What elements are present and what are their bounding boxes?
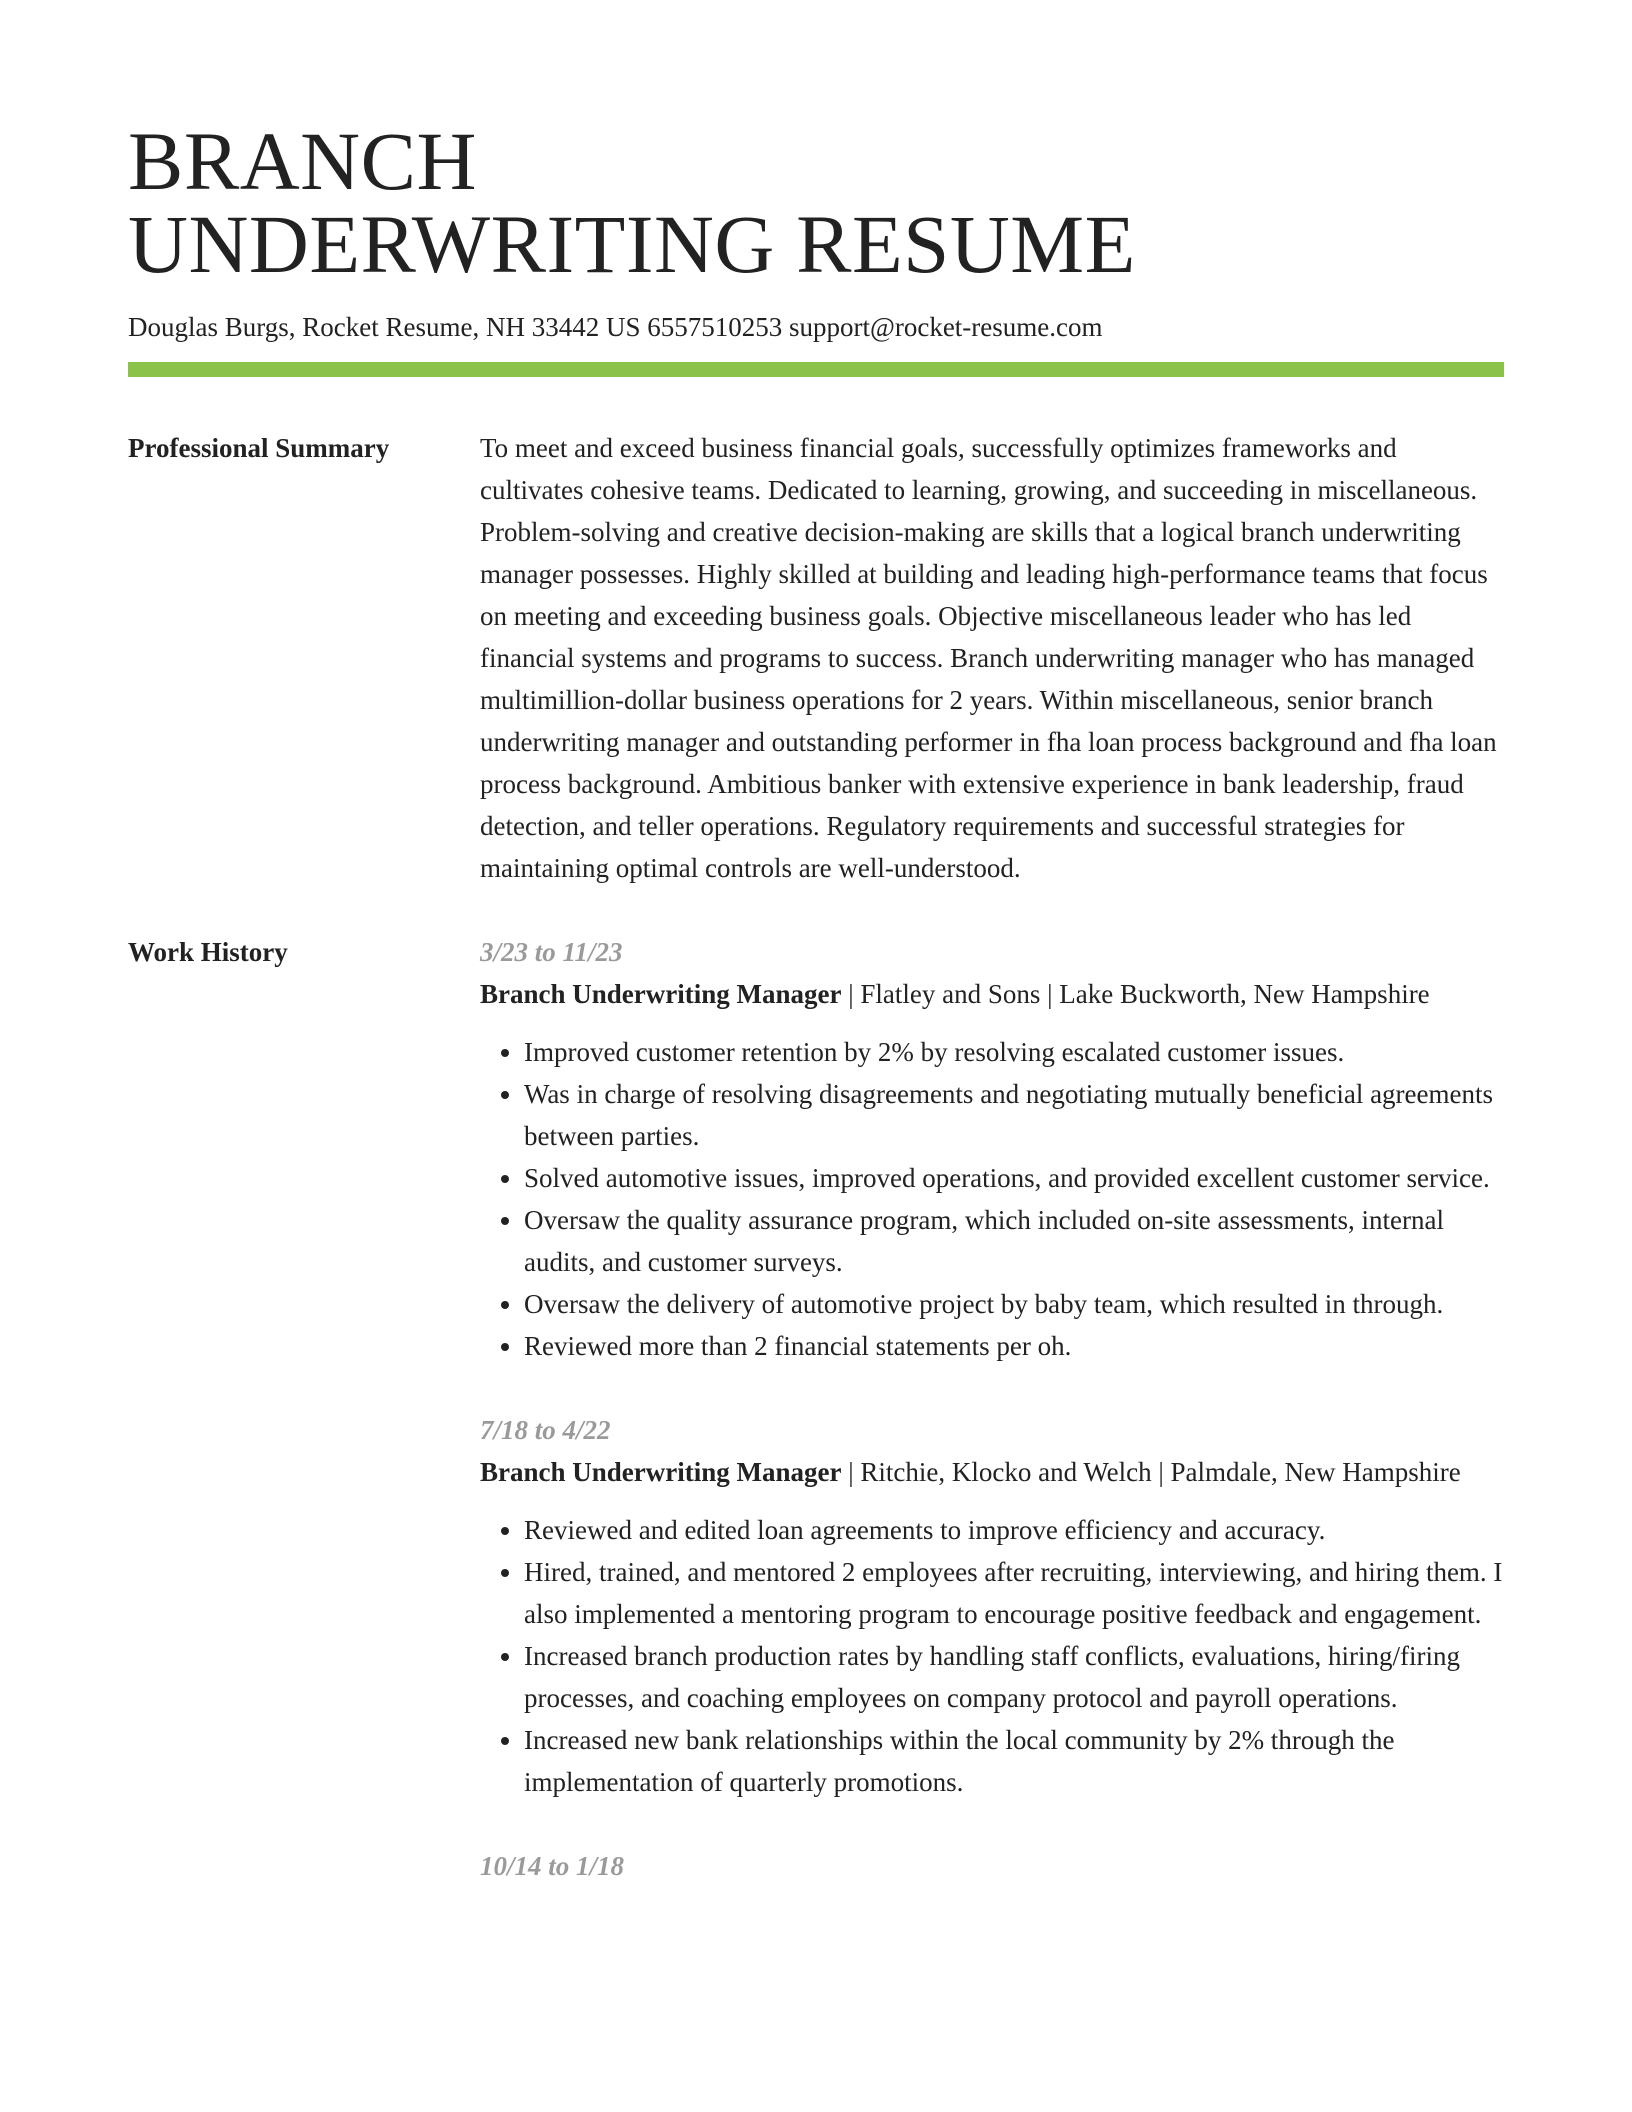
job-bullets — [480, 1031, 1504, 1367]
job-bullet: • Improved customer retention by 2% by resolving escalated customer issues. — [524, 1031, 1504, 1073]
job-entry — [480, 931, 1504, 1367]
job-bullet: • Solved automotive issues, improved operations, and provided excellent customer service. — [524, 1157, 1504, 1199]
job-bullets — [480, 1509, 1504, 1803]
job-title: Branch Underwriting Manager — [480, 1457, 842, 1487]
job-bullet: • Oversaw the quality assurance program, which included on-site assessments, internal audits, and customer surveys. — [524, 1199, 1504, 1283]
job-bullet: • Oversaw the delivery of automotive project by baby team, which resulted in through. — [524, 1283, 1504, 1325]
resume-title — [128, 115, 1504, 290]
job-details: | Flatley and Sons | Lake Buckworth, New Hampshire — [841, 979, 1430, 1009]
job-dates: 10/14 to 1/18 — [480, 1851, 625, 1881]
work-history-section — [128, 931, 1504, 1887]
job-details: | Ritchie, Klocko and Welch | Palmdale, New Hampshire — [841, 1457, 1461, 1487]
job-dates: 7/18 to 4/22 — [480, 1415, 611, 1445]
job-dates: 3/23 to 11/23 — [480, 937, 623, 967]
section-label-work-history: Work History — [128, 937, 288, 967]
job-bullet: • Reviewed and edited loan agreements to improve efficiency and accuracy. — [524, 1509, 1504, 1551]
resume-page — [128, 115, 1504, 1887]
job-bullet: • Increased new bank relationships within the local community by 2% through the implementation of quarterly promotions. — [524, 1719, 1504, 1803]
job-bullet: • Hired, trained, and mentored 2 employees after recruiting, interviewing, and hiring them. I also implemented a mentoring program to encourage positive feedback and engagement. — [524, 1551, 1504, 1635]
job-entry — [480, 1845, 1504, 1887]
job-title: Branch Underwriting Manager — [480, 979, 842, 1009]
summary-text: To meet and exceed business financial goals, successfully optimizes frameworks and cultivates cohesive teams. Dedicated to learning, growing, and succeeding in miscellaneous. Problem-solving and creative decision-making are skills that a logical branch underwriting manager possesses. Highly skilled at building and leading high-performance teams that focus on meeting and exceeding business goals. Objective miscellaneous leader who has led financial systems and programs to success. Branch underwriting manager who has managed multimillion-dollar business operations for 2 years. Within miscellaneous, senior branch underwriting manager and outstanding performer in fha loan process background and fha loan process background. Ambitious banker with extensive experience in bank leadership, fraud detection, and teller operations. Regulatory requirements and successful strategies for maintaining optimal controls are well-understood. — [480, 433, 1497, 883]
job-bullet: • Increased branch production rates by handling staff conflicts, evaluations, hiring/firing processes, and coaching employees on company protocol and payroll operations. — [524, 1635, 1504, 1719]
section-label-summary: Professional Summary — [128, 433, 390, 463]
accent-divider — [128, 362, 1504, 377]
professional-summary-section — [128, 427, 1504, 889]
job-bullet: • Reviewed more than 2 financial statements per oh. — [524, 1325, 1504, 1367]
resume-title-line1: BRANCH — [128, 115, 477, 207]
resume-title-line2: UNDERWRITING RESUME — [128, 198, 1136, 290]
job-heading — [480, 1451, 1504, 1493]
contact-info: Douglas Burgs, Rocket Resume, NH 33442 US 6557510253 support@rocket-resume.com — [128, 312, 1103, 342]
job-entry — [480, 1409, 1504, 1803]
job-heading — [480, 973, 1504, 1015]
job-bullet: • Was in charge of resolving disagreements and negotiating mutually beneficial agreements between parties. — [524, 1073, 1504, 1157]
